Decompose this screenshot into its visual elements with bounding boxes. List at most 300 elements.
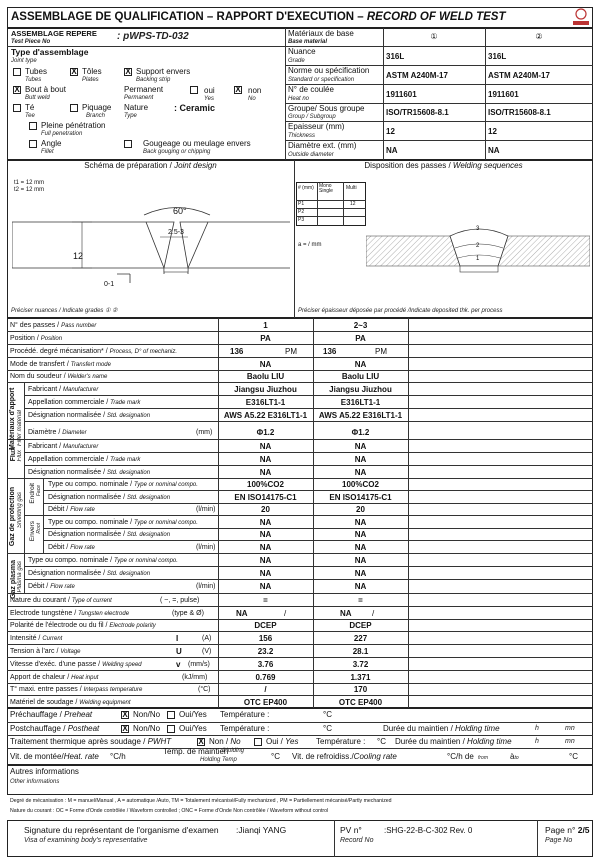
label-separator: / bbox=[55, 322, 62, 329]
postheat-yes-checkbox[interactable] bbox=[167, 725, 175, 733]
root-gas-designation-label-en: Std. designation bbox=[127, 532, 171, 538]
root-gas-flow-label-fr: Débit bbox=[48, 544, 65, 551]
heat-input-label-fr: Apport de chaleur bbox=[10, 674, 66, 681]
welding-sequence-title-en: Welding sequences bbox=[452, 161, 523, 170]
t1-label: t1 = 12 mm bbox=[14, 180, 45, 186]
current-type-value-1: = bbox=[263, 596, 268, 605]
filler-group-label-en: Filler material bbox=[17, 409, 23, 446]
tungsten-electrode-sep-1: / bbox=[284, 609, 287, 618]
welder-name-label bbox=[10, 373, 107, 380]
diameter-value-1: NA bbox=[386, 146, 398, 155]
root-gas-flow-value-2: NA bbox=[354, 543, 367, 552]
plasma-group-label: Gaz plasma bbox=[10, 560, 17, 599]
gas-group-label: Gaz de protection bbox=[9, 487, 16, 547]
flux-designation-value-1: NA bbox=[259, 468, 272, 477]
thickness-value-2: 12 bbox=[488, 127, 497, 136]
position-label-en: Position bbox=[40, 336, 63, 342]
pwht-temp-unit: °C bbox=[377, 737, 386, 746]
bureau-veritas-logo bbox=[572, 8, 590, 27]
current-unit: (A) bbox=[202, 635, 212, 642]
seq-p1: P1 bbox=[298, 201, 305, 207]
mechanization-note: Degré de mécanisation : M = manuel/Manual , A = automatique /Auto, TM = Totalement mécanisé/Fully mechanized , PM = Partiellement mécanisé/Partly mechanized bbox=[10, 798, 392, 804]
current-type-label-en: Type of current bbox=[71, 598, 112, 604]
preheat-yes-checkbox[interactable] bbox=[167, 711, 175, 719]
plasma-gas-type-label-fr: Type ou compo. nominale bbox=[28, 557, 109, 564]
pass-2-label: 2 bbox=[476, 243, 480, 249]
row-separator bbox=[43, 553, 593, 554]
cooling-rate-label: Vit. de refroidiss. bbox=[292, 752, 352, 761]
plasma-gas-type-value-2: NA bbox=[354, 556, 367, 565]
row-separator bbox=[7, 631, 593, 632]
tubes-label-en: Tubes bbox=[25, 77, 42, 83]
label-separator: / bbox=[103, 622, 110, 629]
branch-checkbox[interactable] bbox=[70, 104, 78, 112]
welding-equipment-label-en: Welding equipment bbox=[79, 700, 131, 706]
tee-label-en: Tee bbox=[25, 113, 35, 119]
row-separator bbox=[43, 528, 593, 529]
root-gas-flow-label bbox=[48, 544, 95, 551]
test-piece-label: ASSEMBLAGE REPERE bbox=[11, 29, 97, 38]
welding-sequence-title-fr: Disposition des passes bbox=[364, 161, 447, 170]
label-separator: / bbox=[44, 583, 51, 590]
label-separator: / bbox=[64, 544, 71, 551]
permanent-yes-checkbox[interactable] bbox=[190, 86, 198, 94]
transfer-mode-label bbox=[10, 361, 111, 368]
diameter-label-en: Outside diameter bbox=[288, 152, 334, 158]
preheat-no-label: Non/No bbox=[133, 710, 161, 719]
welding-speed-label bbox=[10, 661, 142, 668]
record-no-label-en: Record No bbox=[340, 837, 374, 844]
label-separator: / bbox=[101, 412, 107, 419]
yes-label-en: Yes bbox=[204, 96, 215, 102]
row-separator bbox=[24, 579, 593, 580]
pwht-no-label-en: No bbox=[230, 737, 241, 746]
process-number-1: 136 bbox=[230, 347, 244, 356]
standard-value-2: ASTM A240M-17 bbox=[488, 71, 550, 80]
record-no-value: :SHG-22-B-C-302 Rev. 0 bbox=[384, 826, 473, 835]
process-label-fr: Procédé. degré mécanisation* bbox=[10, 348, 104, 355]
postheat-no-label: Non/No bbox=[133, 724, 161, 733]
label-separator: / bbox=[101, 469, 107, 476]
plasma-gas-designation-label bbox=[28, 570, 150, 577]
fillet-label-en: Fillet bbox=[41, 149, 54, 155]
group-label-en: Group / Subgroup bbox=[288, 114, 336, 120]
base-material-title-en: Base material bbox=[288, 39, 328, 45]
gas-group-label-en: Shielding gas bbox=[17, 492, 23, 529]
row-separator bbox=[7, 619, 593, 620]
pass-1-label: 1 bbox=[476, 256, 480, 262]
report-title bbox=[11, 12, 506, 24]
filler-diameter-label bbox=[28, 429, 87, 436]
row-separator bbox=[24, 395, 593, 396]
plasma-gas-designation-label-fr: Désignation normalisée bbox=[28, 570, 102, 577]
root-gas-flow-value-1: NA bbox=[259, 543, 272, 552]
interpass-temp-unit: (°C) bbox=[198, 686, 211, 693]
standard-value-1: ASTM A240M-17 bbox=[386, 71, 448, 80]
tungsten-electrode-label-en: Tungsten electrode bbox=[78, 611, 130, 617]
label-separator: / bbox=[36, 635, 43, 642]
title-en: RECORD OF WELD TEST bbox=[366, 11, 506, 23]
heat-no-label-en: Heat no bbox=[288, 96, 310, 102]
root-gas-flow-label-en: Flow rate bbox=[70, 545, 95, 551]
heat-no-label: N° de coulée bbox=[288, 85, 334, 94]
label-separator: / bbox=[64, 506, 71, 513]
label-separator: / bbox=[77, 686, 84, 693]
welding-equipment-label bbox=[10, 699, 131, 706]
joint-design-title: Schéma de préparation / Joint design bbox=[84, 161, 217, 170]
heat-no-value-1: 1911601 bbox=[386, 90, 417, 99]
welding-sequence-title: Disposition des passes / Welding sequences bbox=[364, 161, 523, 170]
current-symbol: I bbox=[176, 634, 179, 643]
plates-checkbox[interactable]: X bbox=[71, 67, 77, 76]
filler-designation-value-2: AWS A5.22 E316LT1-1 bbox=[318, 411, 403, 420]
face-gas-designation-value-1: EN ISO14175-C1 bbox=[234, 493, 297, 502]
sequence-footer-en: Indicate deposited thk. per process bbox=[409, 308, 503, 314]
nature-label-en: Type bbox=[124, 113, 137, 119]
back-gouging-label: Gougeage ou meulage envers bbox=[143, 139, 251, 148]
welder-name-value-1: Baolu LIU bbox=[246, 372, 285, 381]
postheat-no-checkbox[interactable]: X bbox=[122, 724, 128, 733]
welding-equipment-label-fr: Matériel de soudage bbox=[10, 699, 74, 706]
current-type-label bbox=[10, 597, 112, 604]
postheat-label: Postchauffage bbox=[10, 724, 62, 733]
row-separator bbox=[24, 593, 593, 594]
seq-head-single: Mono Single bbox=[319, 183, 333, 194]
face-label: Endroit bbox=[29, 483, 36, 504]
process-label bbox=[10, 348, 177, 355]
pwht-yes-label: Oui bbox=[266, 737, 279, 746]
face-gas-type-label-fr: Type ou compo. nominale bbox=[48, 481, 129, 488]
plasma-gas-flow-label bbox=[28, 583, 75, 590]
cooling-from: from bbox=[478, 755, 488, 761]
process-number-2: 136 bbox=[323, 347, 337, 356]
root-gas-designation-label bbox=[48, 531, 170, 538]
full-penetration-checkbox[interactable] bbox=[29, 122, 37, 130]
full-penetration-label-en: Full penetration bbox=[41, 131, 83, 137]
flux-trade-mark-value-1: NA bbox=[259, 455, 272, 464]
plasma-gas-designation-value-2: NA bbox=[354, 569, 367, 578]
postheat-temp-unit: °C bbox=[323, 724, 332, 733]
filler-designation-label-fr: Désignation normalisée bbox=[28, 412, 102, 419]
current-type-unit: ( ~, =, pulse) bbox=[160, 597, 200, 604]
base-material-title: Matériaux de base bbox=[288, 29, 354, 38]
butt-weld-checkbox[interactable]: X bbox=[14, 85, 20, 94]
group-value-1: ISO/TR15608-8.1 bbox=[386, 108, 449, 117]
current-nature-note: Nature du courant : OC = Forme d'Onde contrôlée / Waveform controlled ; ONC = Forme d'Onde Non contrôlée / Waveform without control bbox=[10, 808, 329, 814]
tee-checkbox[interactable] bbox=[13, 104, 21, 112]
row-separator bbox=[7, 657, 593, 658]
flux-designation-value-2: NA bbox=[354, 468, 367, 477]
root-gas-designation-value-1: NA bbox=[259, 530, 272, 539]
plasma-gas-flow-unit: (l/min) bbox=[196, 583, 216, 590]
seq-p2: P2 bbox=[298, 209, 305, 215]
cooling-a bbox=[510, 753, 519, 761]
root-gap: 2.5-3 bbox=[168, 229, 184, 236]
interpass-temp-value-2: 170 bbox=[353, 685, 368, 694]
voltage-label-fr: Tension à l'arc bbox=[10, 648, 55, 655]
signature-label-en: Visa of examining body's representative bbox=[24, 837, 148, 844]
label-separator: / bbox=[128, 519, 135, 526]
fillet-checkbox[interactable] bbox=[29, 140, 37, 148]
tubes-checkbox[interactable] bbox=[13, 68, 21, 76]
row-separator bbox=[7, 644, 593, 645]
row-separator bbox=[24, 452, 593, 453]
pwht-yes-label-en: Yes bbox=[285, 737, 299, 746]
diameter-value-2: NA bbox=[488, 146, 500, 155]
row-separator bbox=[7, 683, 593, 684]
row-separator bbox=[7, 357, 593, 358]
tungsten-electrode-sep-2: / bbox=[372, 609, 375, 618]
preheat-label: Préchauffage bbox=[10, 710, 58, 719]
holding-temp-label-en: Holding Temp bbox=[200, 757, 237, 763]
pwht-yes-checkbox[interactable] bbox=[254, 738, 262, 746]
interpass-temp-value-1: / bbox=[264, 685, 267, 694]
filler-diameter-value-1: Φ1.2 bbox=[256, 428, 275, 437]
face-gas-flow-unit: (l/min) bbox=[196, 506, 216, 513]
filler-manufacturer-label bbox=[28, 386, 98, 393]
plasma-gas-flow-label-en: Flow rate bbox=[50, 584, 75, 590]
label-separator: / bbox=[34, 335, 41, 342]
pass-number-label-fr: N° des passes bbox=[10, 322, 56, 329]
test-piece-label-en: Test Piece No bbox=[11, 39, 51, 45]
t2-label: t2 = 12 mm bbox=[14, 187, 45, 193]
page-value: 2/5 bbox=[577, 825, 590, 835]
process-mech-2: PM bbox=[375, 347, 387, 356]
row-separator bbox=[24, 465, 593, 466]
thickness-label: Epaisseur (mm) bbox=[288, 122, 345, 131]
voltage-label bbox=[10, 648, 81, 655]
nature-value: : Ceramic bbox=[174, 103, 216, 113]
root-gas-type-label bbox=[48, 519, 198, 526]
pwht-temp-label: Température : bbox=[316, 737, 366, 746]
interpass-temp-label-en: Interpass temperature bbox=[83, 687, 143, 693]
backing-strip-label: Support envers bbox=[136, 67, 191, 76]
permanent-label-en: Permanent bbox=[124, 95, 154, 101]
plates-label: Tôles bbox=[82, 67, 102, 76]
pwht-label: Traitement thermique après soudage bbox=[10, 737, 141, 746]
label-separator: / bbox=[56, 429, 63, 436]
plasma-group-label-en: Plasma gas bbox=[17, 561, 23, 593]
filler-diameter-value-2: Φ1.2 bbox=[351, 428, 370, 437]
filler-diameter-label-fr: Diamètre bbox=[28, 429, 57, 436]
plasma-gas-designation-value-1: NA bbox=[259, 569, 272, 578]
flux-manufacturer-label-fr: Fabricant bbox=[28, 443, 58, 450]
holding-temp-label: Temp. de maintien bbox=[163, 747, 229, 756]
filler-manufacturer-label-en: Manufacturer bbox=[63, 387, 99, 393]
plate-thickness: 12 bbox=[73, 251, 84, 261]
cooling-rate-label-en: Cooling rate bbox=[353, 752, 397, 761]
heat-input-label-en: Heat input bbox=[71, 675, 99, 681]
seq-p1-multi: 12 bbox=[350, 201, 356, 207]
face-gas-flow-value-2: 20 bbox=[356, 505, 365, 514]
joint-type-label-en: Joint type bbox=[11, 58, 37, 64]
current-type-label-fr: Nature du courant bbox=[10, 597, 67, 604]
group-label: Groupe/ Sous groupe bbox=[288, 104, 365, 113]
butt-weld-label-en: Butt weld bbox=[25, 95, 50, 101]
pwht-yes: Oui / Yes bbox=[266, 737, 299, 746]
grade-label-en: Grade bbox=[288, 58, 305, 64]
yes-label: oui bbox=[204, 86, 215, 95]
other-info-label-en: Other informations bbox=[10, 779, 60, 785]
permanent-no-checkbox[interactable]: X bbox=[235, 85, 241, 94]
polarity-label-en: Electrode polarity bbox=[109, 623, 156, 629]
other-info-label: Autres informations bbox=[10, 767, 79, 776]
nature-label: Nature bbox=[124, 103, 149, 112]
other-info-box bbox=[7, 765, 593, 795]
pwht-no-checkbox[interactable]: X bbox=[198, 737, 204, 746]
filler-manufacturer-value-1: Jiangsu Jiuzhou bbox=[234, 385, 297, 394]
polarity-value-2: DCEP bbox=[349, 621, 372, 630]
label-separator: / bbox=[101, 570, 107, 577]
filler-manufacturer-label-fr: Fabricant bbox=[28, 386, 58, 393]
flux-manufacturer-label-en: Manufacturer bbox=[63, 444, 99, 450]
face-gas-flow-label-fr: Débit bbox=[48, 506, 65, 513]
group-value-2: ISO/TR15608-8.1 bbox=[488, 108, 551, 117]
row-separator bbox=[43, 540, 593, 541]
current-value-2: 227 bbox=[353, 634, 368, 643]
flux-designation-label-en: Std. designation bbox=[107, 470, 151, 476]
pass-3-label: 3 bbox=[476, 226, 480, 232]
cooling-to-unit: °C bbox=[569, 752, 578, 761]
no-label-en: No bbox=[248, 96, 256, 102]
plasma-gas-type-value-1: NA bbox=[259, 556, 272, 565]
pwht-hold: Durée du maintien / Holding time bbox=[395, 737, 512, 746]
thickness-value-1: 12 bbox=[386, 127, 395, 136]
flux-trade-mark-label bbox=[28, 456, 140, 463]
flux-trade-mark-label-fr: Appellation commerciale bbox=[28, 456, 105, 463]
pwht-no-label: Non bbox=[209, 737, 224, 746]
row-separator bbox=[43, 503, 593, 504]
heat-input-unit: (kJ/mm) bbox=[182, 674, 208, 681]
flux-trade-mark-value-2: NA bbox=[354, 455, 367, 464]
thickness-label-en: Thickness bbox=[288, 133, 316, 139]
preheat-row: Préchauffage / Preheat bbox=[10, 710, 93, 719]
transfer-mode-label-en: Transfert mode bbox=[70, 362, 111, 368]
holding-temp-unit: °C bbox=[271, 752, 280, 761]
face-gas-type-value-2: 100%CO2 bbox=[342, 480, 379, 489]
joint-design-footer-fr: Préciser nuances bbox=[11, 308, 58, 314]
row-separator bbox=[43, 490, 593, 491]
tungsten-electrode-label-fr: Electrode tungstène bbox=[10, 610, 73, 617]
back-gouging-checkbox[interactable] bbox=[124, 140, 132, 148]
current-type-value-2: = bbox=[358, 596, 363, 605]
test-piece-value: : pWPS-TD-032 bbox=[117, 31, 189, 42]
current-value-1: 156 bbox=[258, 634, 273, 643]
pwht-hold-label: Durée du maintien bbox=[395, 737, 461, 746]
tungsten-electrode-unit: (type & Ø) bbox=[172, 610, 204, 617]
filler-group-label: Matériaux d'apport bbox=[9, 387, 16, 450]
tubes-label: Tubes bbox=[25, 67, 47, 76]
backing-strip-label-en: Backing strip bbox=[136, 77, 171, 83]
root-face: 0-1 bbox=[104, 281, 115, 288]
butt-weld-label: Bout à bout bbox=[25, 85, 66, 94]
interpass-temp-label-fr: T° maxi. entre passes bbox=[10, 686, 78, 693]
welding-speed-unit: (mm/s) bbox=[188, 661, 210, 668]
preheat-no-checkbox[interactable]: X bbox=[122, 710, 128, 719]
pwht-h: h bbox=[535, 738, 539, 745]
row-separator bbox=[7, 370, 593, 371]
pwht-hold-label-en: Holding time bbox=[467, 737, 512, 746]
transfer-mode-value-1: NA bbox=[259, 360, 272, 369]
plasma-gas-flow-value-1: NA bbox=[259, 582, 272, 591]
backing-strip-checkbox[interactable]: X bbox=[125, 67, 131, 76]
plasma-gas-flow-value-2: NA bbox=[354, 582, 367, 591]
standard-label-en: Standard or specification bbox=[288, 77, 355, 83]
label-separator: / bbox=[128, 481, 135, 488]
joint-design-title-en: Joint design bbox=[174, 161, 217, 170]
material-2-header: ② bbox=[535, 32, 543, 41]
page-label-en: Page No bbox=[545, 837, 573, 844]
filler-trade-mark-label bbox=[28, 399, 140, 406]
label-separator: / bbox=[57, 443, 64, 450]
seq-p3: P3 bbox=[298, 217, 305, 223]
filler-designation-value-1: AWS A5.22 E316LT1-1 bbox=[223, 411, 308, 420]
face-gas-type-label-en: Type or nominal compo. bbox=[134, 482, 198, 488]
current-label bbox=[10, 635, 62, 642]
root-gas-type-label-fr: Type ou compo. nominale bbox=[48, 519, 129, 526]
postheat-hold: Durée du maintien / Holding time bbox=[383, 724, 500, 733]
face-gas-designation-value-2: EN ISO14175-C1 bbox=[329, 493, 392, 502]
preheat-label-en: Preheat bbox=[64, 710, 93, 719]
row-separator bbox=[24, 478, 593, 479]
polarity-label bbox=[10, 622, 156, 629]
flux-manufacturer-value-1: NA bbox=[259, 442, 272, 451]
heat-input-value-1: 0.769 bbox=[255, 673, 276, 682]
heat-input-value-2: 1.371 bbox=[350, 673, 371, 682]
plates-label-en: Plates bbox=[82, 77, 99, 83]
position-label-fr: Position bbox=[10, 335, 35, 342]
welding-speed-label-fr: Vitesse d'exéc. d'une passe bbox=[10, 661, 97, 668]
no-label: non bbox=[248, 86, 262, 95]
postheat-mn: mn bbox=[565, 725, 575, 732]
preheat-yes-label: Oui/Yes bbox=[179, 710, 207, 719]
root-gas-designation-value-2: NA bbox=[354, 530, 367, 539]
label-separator: / bbox=[57, 386, 64, 393]
pass-number-value-2: 2~3 bbox=[353, 321, 368, 330]
row-separator bbox=[7, 344, 593, 345]
seq-head-multi: Multi bbox=[346, 185, 357, 191]
fillet-label: Angle bbox=[41, 139, 62, 148]
sequence-footer: Préciser épaisseur déposée par procédé /Indicate deposited thk. per process bbox=[298, 308, 503, 314]
preheat-temp-unit: °C bbox=[323, 710, 332, 719]
joint-design-footer: Préciser nuances / Indicate grades ① ② bbox=[11, 308, 118, 314]
face-gas-type-value-1: 100%CO2 bbox=[247, 480, 284, 489]
heat-rate-unit: °C/h bbox=[110, 752, 126, 761]
filler-trade-mark-label-en: Trade mark bbox=[110, 400, 141, 406]
face-gas-flow-value-1: 20 bbox=[261, 505, 270, 514]
filler-trade-mark-value-2: E316LT1-1 bbox=[340, 398, 381, 407]
preheat-temp-label: Température : bbox=[220, 710, 270, 719]
root-gas-designation-label-fr: Désignation normalisée bbox=[48, 531, 122, 538]
signature-label: Signature du représentant de l'organisme d'examen bbox=[24, 825, 219, 835]
voltage-symbol: U bbox=[176, 647, 182, 656]
pass-number-label bbox=[10, 322, 96, 329]
groove-angle: 60° bbox=[173, 206, 187, 216]
polarity-value-1: DCEP bbox=[254, 621, 277, 630]
page-number bbox=[545, 826, 590, 835]
postheat-hold-label: Durée du maintien bbox=[383, 724, 449, 733]
heat-no-value-2: 1911601 bbox=[488, 90, 519, 99]
cooling-a-label: à bbox=[510, 752, 515, 761]
permanent-label: Permanent bbox=[124, 85, 164, 94]
filler-diameter-label-en: Diameter bbox=[62, 430, 87, 436]
joint-design-title-fr: Schéma de préparation bbox=[84, 161, 168, 170]
label-separator: / bbox=[104, 399, 111, 406]
row-separator bbox=[24, 439, 593, 440]
flux-group-label-en: Flux bbox=[17, 450, 23, 462]
diameter-label: Diamètre ext. (mm) bbox=[288, 141, 357, 150]
tungsten-electrode-value-1: NA bbox=[236, 609, 248, 618]
